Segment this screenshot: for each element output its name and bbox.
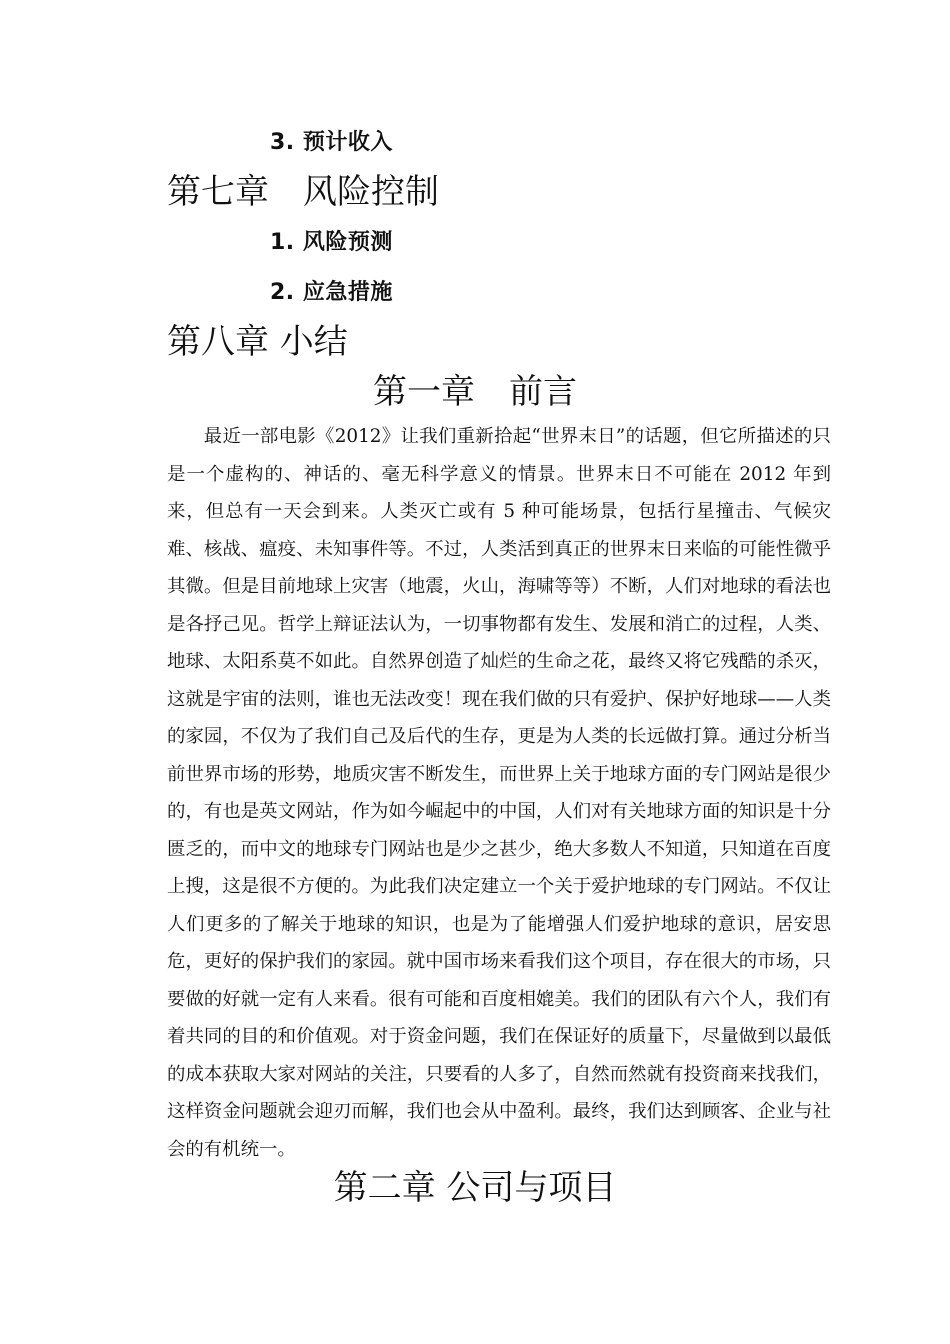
chapter-1-heading: 第一章 前言: [373, 372, 577, 412]
toc-chapter-summary: 第八章 小结: [167, 322, 348, 362]
toc-item-risk-forecast: 1. 风险预测: [270, 230, 393, 255]
toc-item-emergency-measures: 2. 应急措施: [270, 280, 393, 305]
toc-chapter-risk-control: 第七章 风险控制: [167, 172, 439, 212]
chapter-1-paragraph: 最近一部电影《2012》让我们重新拾起“世界末日”的话题，但它所描述的只是一个虚构的、神话的、毫无科学意义的情景。世界末日不可能在 2012 年到来，但总有一天会到来。人类灭亡或有 5 种可能场景，包括行星撞击、气候灾难、核战、瘟疫、未知事件等。不过，人类活到真正的世界末日来临的可能性微乎其微。但是目前地球上灾害（地震，火山，海啸等等）不断，人们对地球的看法也是各抒己见。哲学上辩证法认为，一切事物都有发生、发展和消亡的过程，人类、地球、太阳系莫不如此。自然界创造了灿烂的生命之花，最终又将它残酷的杀灭，这就是宇宙的法则，谁也无法改变！现在我们做的只有爱护、保护好地球——人类的家园，不仅为了我们自己及后代的生存，更是为人类的长远做打算。通过分析当前世界市场的形势，地质灾害不断发生，而世界上关于地球方面的专门网站是很少的，有也是英文网站，作为如今崛起中的中国，人们对有关地球方面的知识是十分匮乏的，而中文的地球专门网站也是少之甚少，绝大多数人不知道，只知道在百度上搜，这是很不方便的。为此我们决定建立一个关于爱护地球的专门网站。不仅让人们更多的了解关于地球的知识，也是为了能增强人们爱护地球的意识，居安思危，更好的保护我们的家园。就中国市场来看我们这个项目，存在很大的市场，只要做的好就一定有人来看。很有可能和百度相媲美。我们的团队有六个人，我们有着共同的目的和价值观。对于资金问题，我们在保证好的质量下，尽量做到以最低的成本获取大家对网站的关注，只要看的人多了，自然而然就有投资商来找我们，这样资金问题就会迎刃而解，我们也会从中盈利。最终，我们达到顾客、企业与社会的有机统一。: [167, 426, 831, 1160]
chapter-2-heading: 第二章 公司与项目: [333, 1168, 617, 1208]
toc-item-expected-income: 3. 预计收入: [270, 130, 393, 155]
